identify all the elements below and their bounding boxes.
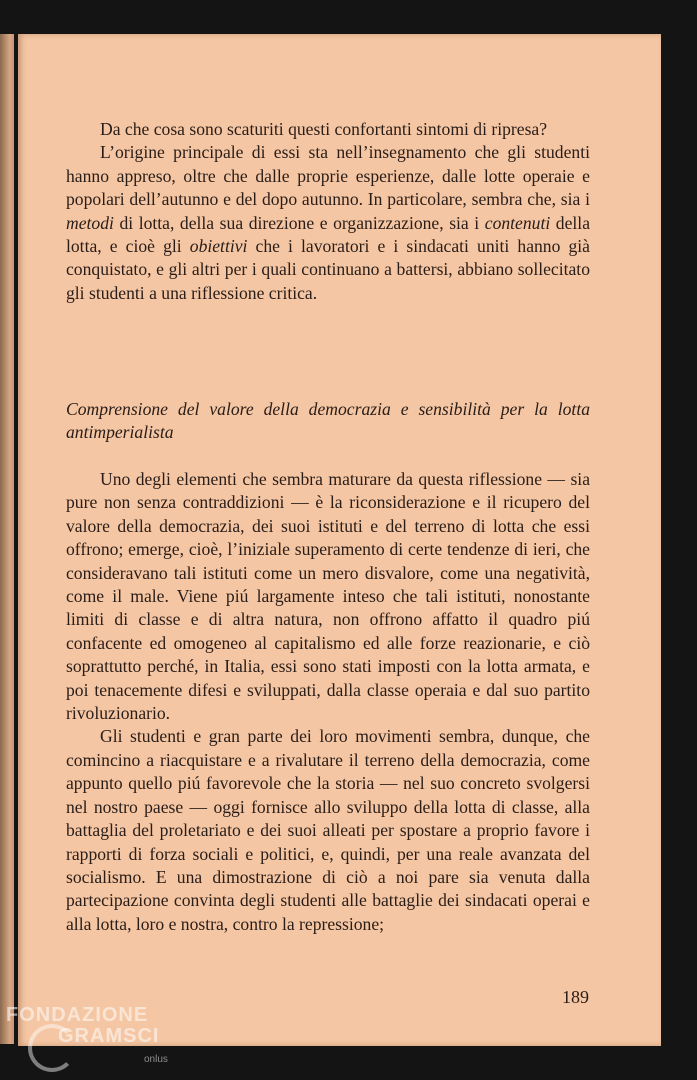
page-number: 189: [562, 987, 589, 1007]
paragraph-origin: L’origine principale di essi sta nell’insegnamento che gli studenti hanno appreso, oltre che dalle proprie esperienze, dalle lotte operaie e popolari dell’autunno e del dopo autunno. In particolare, sembra che, sia i metodi di lotta, della sua direzione e organizzazione, sia i contenuti della lotta, e cioè gli obiettivi che i lavoratori e i sindacati uniti hanno già conquistato, e gli altri per i quali continuano a battersi, abbiano sollecitato gli studenti a una riflessione critica.: [66, 142, 591, 303]
book-page: [18, 34, 661, 1046]
paragraph-students: Gli studenti e gran parte dei loro movimenti sembra, dunque, che comincino a riacquistare e a rivalutare il terreno della democrazia, come appunto quello piú favorevole che la storia — nel suo concreto svolgersi nel nostro paese — oggi fornisce allo sviluppo della lotta di classe, alla battaglia del proletariato e dei suoi alleati per spostare a proprio favore i rapporti di forza sociali e politici, e, quindi, per una reale avanzata del socialismo. E una dimostrazione di ciò a noi pare sia venuta dalla partecipazione convinta degli studenti alle battaglie dei sindacati operai e alla lotta, loro e nostra, contro la repressione;: [66, 726, 590, 934]
section-heading: Comprensione del valore della democrazia e sensibilità per la lotta antimperialista: [66, 399, 590, 443]
watermark-onlus: onlus: [144, 1054, 168, 1065]
watermark: FONDAZIONE GRAMSCI: [6, 1004, 160, 1047]
adjacent-page-edge: [0, 34, 14, 1044]
main-text: [66, 468, 590, 936]
italic-metodi: metodi: [66, 212, 114, 233]
italic-obiettivi: obiettivi: [189, 236, 248, 257]
intro-text: [66, 118, 590, 305]
italic-contenuti: contenuti: [484, 212, 551, 233]
paragraph-democracy: Uno degli elementi che sembra maturare da questa riflessione — sia pure non senza contraddizioni — è la riconsiderazione e il ricupero del valore della democrazia, dei suoi istituti e del terreno di lotta che essi offrono; emerge, cioè, l’iniziale superamento di certe tendenze di ieri, che consideravano tali istituti come un mero disvalore, come una negatività, come il male. Viene piú largamente inteso che tali istituti, nonostante limiti di classe e di altra natura, non offrono affatto il quadro piú confacente ed omogeneo al capitalismo ed alle forze reazionarie, e ciò soprattutto perché, in Italia, essi sono stati imposti con la lotta armata, e poi tenacemente difesi e sviluppati, dalla classe operaia e dal suo partito rivoluzionario.: [66, 469, 590, 724]
paragraph-question: Da che cosa sono scaturiti questi confortanti sintomi di ripresa?: [100, 119, 548, 139]
